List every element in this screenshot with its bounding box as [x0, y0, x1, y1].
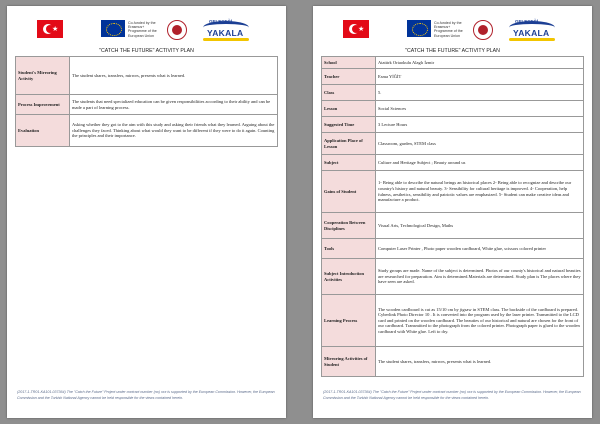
logo-bar — [7, 17, 286, 43]
activity-plan-table-right — [321, 56, 584, 377]
row-value: Social Sciences — [376, 101, 584, 117]
document-page-right — [313, 6, 592, 418]
row-label: Process Improvement — [16, 95, 70, 115]
eu-cofunded-text: Co-funded by the Erasmus+ Programme of the European Union — [128, 21, 157, 38]
row-label: Tools — [322, 239, 376, 259]
institution-seal-icon — [167, 20, 187, 40]
table-row — [322, 295, 584, 347]
row-label: Teacher — [322, 69, 376, 85]
row-value: Study groups are made. Name of the subject is determined. Photos of our county's historical and natural beauties are researched for preparation. Aim is determined.Materials are determined. Study plan is The places where they have seen are asked. — [376, 259, 584, 295]
table-row — [322, 347, 584, 377]
table-row — [16, 57, 278, 95]
row-label: Mirroring Activities of Student — [322, 347, 376, 377]
row-label: Evaluation — [16, 115, 70, 147]
table-row — [322, 259, 584, 295]
row-value: 3 Lecture Hours — [376, 117, 584, 133]
table-row — [322, 57, 584, 69]
row-label: Subject — [322, 155, 376, 171]
brand-main-text: YAKALA — [207, 28, 244, 38]
table-row — [322, 133, 584, 155]
page-footer: (2017-1-TR01-KA101-037364) The "Catch the Future" Project under contract number (no) xxx is supported by the European Commission. However, the European Commission and the Turkish National Agency cannot be held responsible for the views contained herein. — [17, 390, 275, 400]
row-label: Class — [322, 85, 376, 101]
page-footer: (2017-1-TR01-KA101-037364) The "Catch the Future" Project under contract number (no) xxx is supported by the European Commission. However, the European Commission and the Turkish National Agency cannot be held responsible for the views contained herein. — [323, 390, 581, 400]
row-value: The student shares, transfers, mirrors, presents what is learned. — [70, 57, 278, 95]
turkish-flag-icon: ★ — [37, 20, 63, 38]
row-label: Cooperation Between Disciplines — [322, 213, 376, 239]
row-label: Lesson — [322, 101, 376, 117]
table-row — [16, 115, 278, 147]
row-label: Learning Process — [322, 295, 376, 347]
brand-top-text: GELECEĞİ — [209, 19, 233, 24]
row-value: Asking whether they got to the aim with this study and asking their friends what they learned. Arguing about the challenges they faced. Thinking about what would they want to be different if they were to do it again. Counting the principles and their importance. — [70, 115, 278, 147]
project-brand-logo — [203, 18, 249, 42]
row-label: Suggested Time — [322, 117, 376, 133]
eu-flag-icon — [407, 20, 431, 37]
row-label: Gains of Student — [322, 171, 376, 213]
row-value: 1- Being able to describe the natural beings an historical places 2- Being able to recognize and describe our country's history and natural beauty. 3- Sensibility for cultural heritage is improved. 4- Cooperation, help fulness, aesthetics, sensibility and patriotic values are emphasized. 5- Student can make creative ideas and manufacture a product. — [376, 171, 584, 213]
eu-flag-icon — [101, 20, 125, 37]
table-row — [322, 213, 584, 239]
row-value: Culture and Heritage Subject ; Beauty around us — [376, 155, 584, 171]
project-brand-logo — [509, 18, 555, 42]
row-value: The wooden cardboard is cut as 15/10 cm by jigsaw in STEM class. The backside of the cardboard is prepared. Cyberlink Photo Director 10 . It is converted into the program used by the laser printer. Transmitted to the LCD card and printed on the wooden cardboard. The beauties of our historical and natural are chosen for the front of our cardboard. Transmitted to the photograph from the colored printer. Photograph paper is glued to the wooden cardboard with White glue. Left to dry. — [376, 295, 584, 347]
table-row — [322, 69, 584, 85]
row-value: Computer Laser Printer , Photo paper wooden cardboard, White glue, scissors colored printer — [376, 239, 584, 259]
row-value: The student shares, transfers, mirrors, presents what is learned. — [376, 347, 584, 377]
activity-plan-table-left — [15, 56, 278, 147]
row-value: Visual Arts, Technological Design, Maths — [376, 213, 584, 239]
institution-seal-icon — [473, 20, 493, 40]
turkish-flag-icon: ★ — [343, 20, 369, 38]
plan-title: "CATCH THE FUTURE" ACTIVITY PLAN — [405, 48, 500, 54]
row-label: Student's Mirroring Activity — [16, 57, 70, 95]
document-page-left — [7, 6, 286, 418]
table-row — [322, 171, 584, 213]
brand-top-text: GELECEĞİ — [515, 19, 539, 24]
table-row — [322, 101, 584, 117]
row-value: The students that need specialized education can be given responsibilities according to their ability and can be made a part of learning process. — [70, 95, 278, 115]
table-row — [322, 155, 584, 171]
row-label: Application Place of Lesson — [322, 133, 376, 155]
row-value: Classroom, garden, STEM class — [376, 133, 584, 155]
row-value: 5. — [376, 85, 584, 101]
logo-bar — [313, 17, 592, 43]
brand-main-text: YAKALA — [513, 28, 550, 38]
eu-cofunded-text: Co-funded by the Erasmus+ Programme of the European Union — [434, 21, 463, 38]
plan-title: "CATCH THE FUTURE" ACTIVITY PLAN — [99, 48, 194, 54]
table-row — [322, 85, 584, 101]
table-row — [322, 117, 584, 133]
table-row — [16, 95, 278, 115]
row-value: Esma YİĞİT — [376, 69, 584, 85]
table-row — [322, 239, 584, 259]
row-label: School — [322, 57, 376, 69]
row-label: Subject Introduction Activities — [322, 259, 376, 295]
row-value: Atatürk Ortaokulu Alaglı İzmir — [376, 57, 584, 69]
